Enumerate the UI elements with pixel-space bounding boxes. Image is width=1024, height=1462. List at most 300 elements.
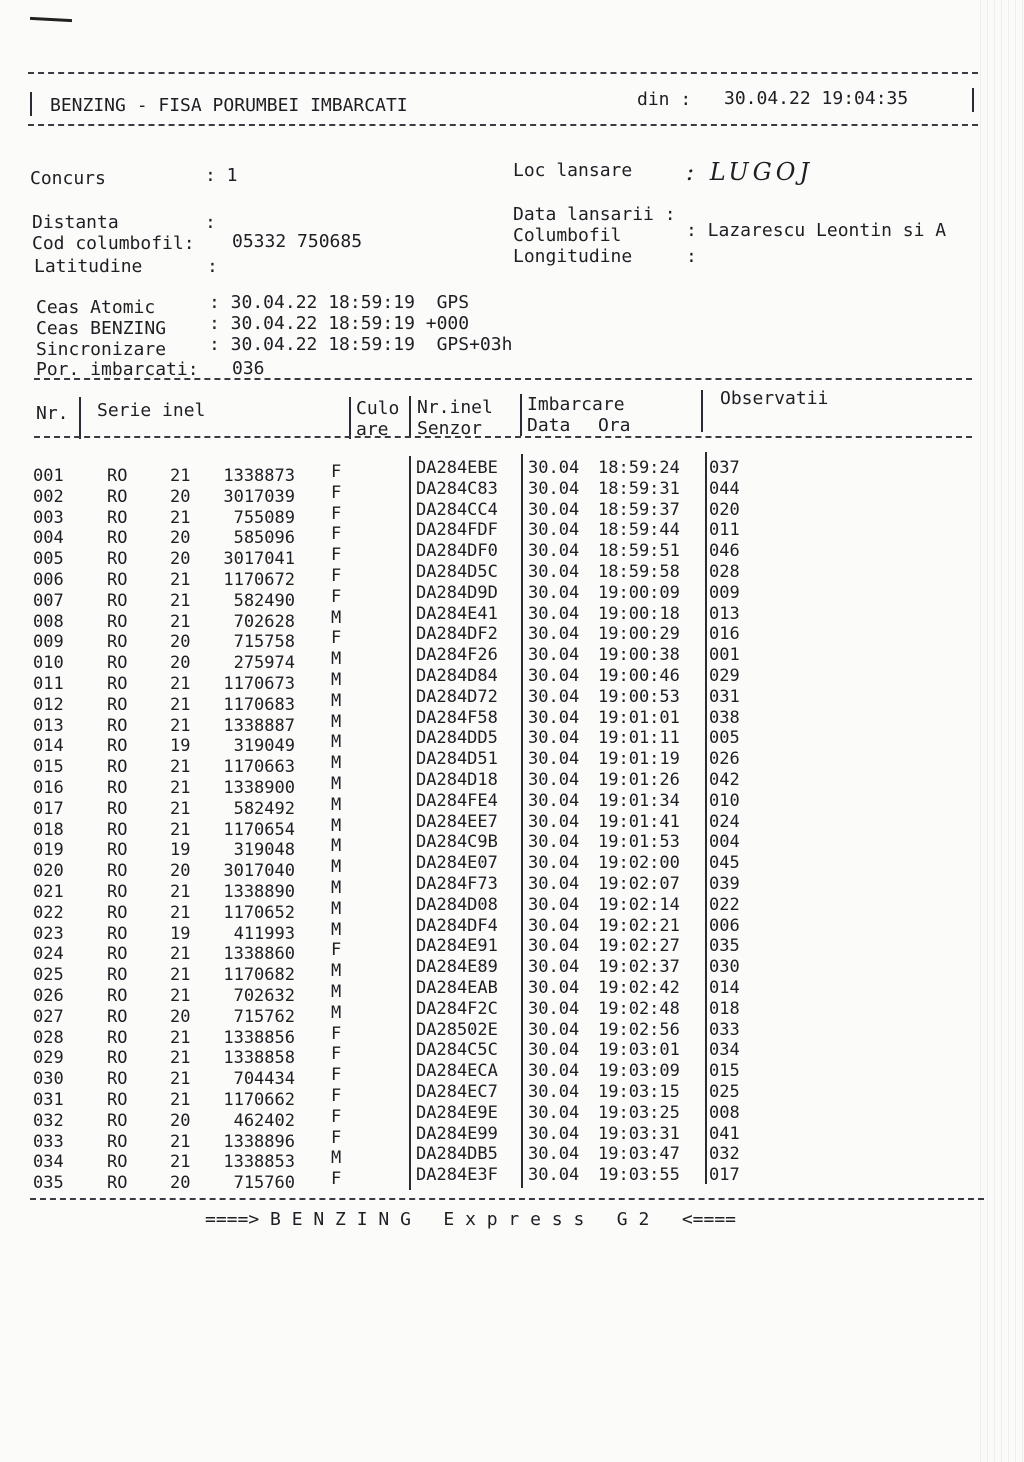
board-time: 18:59:51 [598, 541, 680, 562]
observation: 046 [709, 541, 740, 562]
sensor-id: DA284E91 [416, 936, 498, 957]
ring-country: RO [107, 902, 128, 923]
sex: M [331, 878, 342, 898]
board-date: 30.04 [528, 790, 580, 811]
sex: M [331, 1002, 342, 1023]
board-date: 30.04 [528, 1082, 580, 1102]
sensor-id: DA284E99 [416, 1123, 498, 1144]
sensor-id: DA284E41 [416, 603, 498, 624]
board-date: 30.04 [528, 957, 580, 978]
board-time: 19:02:56 [598, 1019, 680, 1040]
table-bottom-rule [30, 1198, 984, 1200]
sex: F [331, 1086, 342, 1106]
sensor-id: DA284D5C [416, 562, 498, 582]
porumbei-imbarcati-label: Por. imbarcati: [36, 359, 199, 380]
ring-number: 319049 [233, 736, 295, 757]
ring-country: RO [107, 1048, 128, 1069]
board-date: 30.04 [528, 874, 580, 894]
sex: F [331, 566, 342, 586]
sensor-id: DA284FE4 [416, 790, 498, 811]
board-time: 19:00:46 [598, 666, 680, 686]
col-header-nr-inel: Nr.inel [417, 397, 493, 418]
sensor-id: DA284EBE [416, 458, 498, 478]
sex: M [331, 836, 342, 857]
ring-year: 21 [170, 590, 191, 611]
ring-country: RO [107, 715, 128, 736]
observation: 031 [709, 686, 740, 707]
print-datetime: 30.04.22 19:04:35 [724, 88, 909, 109]
observation: 001 [709, 645, 740, 666]
ring-year: 21 [170, 1069, 191, 1090]
observation: 018 [709, 998, 740, 1019]
sex: M [331, 982, 342, 1002]
board-time: 19:03:09 [598, 1061, 680, 1082]
sensor-id: DA284D08 [416, 894, 498, 915]
ring-country: RO [107, 757, 128, 778]
board-time: 19:02:48 [598, 998, 680, 1019]
ring-country: RO [107, 819, 128, 840]
ring-country: RO [107, 653, 128, 674]
header-left-bar [30, 92, 32, 116]
board-time: 19:01:53 [598, 832, 680, 853]
col-header-ora: Ora [598, 415, 631, 436]
board-date: 30.04 [528, 894, 580, 915]
data-column-divider [521, 454, 523, 1188]
col-header-imbarcare: Imbarcare [527, 394, 625, 415]
longitudine-value: : [686, 246, 697, 267]
ring-year: 20 [170, 486, 191, 507]
sensor-id: DA284DF0 [416, 541, 498, 562]
columbofil-value: : Lazarescu Leontin si A [686, 220, 947, 241]
sex: M [331, 607, 342, 628]
sex: M [331, 753, 342, 774]
row-number: 032 [33, 1110, 64, 1131]
board-date: 30.04 [528, 1040, 580, 1061]
sex: M [331, 774, 342, 794]
row-number: 011 [33, 674, 64, 694]
ring-country: RO [107, 736, 128, 757]
cod-columbofil-label: Cod columbofil: [32, 233, 195, 254]
sensor-id: DA284F58 [416, 707, 498, 728]
ring-year: 20 [170, 653, 191, 674]
longitudine-label: Longitudine [513, 246, 633, 267]
col-header-nr: Nr. [36, 403, 69, 424]
ceas-atomic-label: Ceas Atomic [36, 297, 156, 318]
ring-country: RO [107, 923, 128, 944]
board-date: 30.04 [528, 1123, 580, 1144]
ring-year: 20 [170, 549, 191, 570]
sex: M [331, 898, 342, 919]
row-number: 016 [33, 778, 64, 798]
sensor-id: DA284F2C [416, 998, 498, 1019]
sensor-id: DA284CC4 [416, 499, 498, 520]
observation: 029 [709, 666, 740, 686]
sex: F [331, 1044, 342, 1065]
board-date: 30.04 [528, 1144, 580, 1165]
sex: F [331, 1169, 342, 1190]
ring-country: RO [107, 674, 128, 694]
sex: F [331, 940, 342, 961]
row-number: 009 [33, 632, 64, 653]
observation: 024 [709, 811, 740, 832]
board-time: 19:01:11 [598, 728, 680, 749]
sex: M [331, 649, 342, 670]
observation: 032 [709, 1144, 740, 1165]
ring-number: 1170654 [223, 819, 295, 840]
loc-lansare-label: Loc lansare [513, 160, 633, 181]
observation: 041 [709, 1123, 740, 1144]
row-number: 034 [33, 1152, 64, 1173]
ring-country: RO [107, 507, 128, 528]
board-time: 19:02:14 [598, 894, 680, 915]
row-number: 017 [33, 798, 64, 819]
observation: 005 [709, 728, 740, 749]
row-number: 001 [33, 466, 64, 486]
ring-country: RO [107, 1006, 128, 1027]
row-number: 028 [33, 1027, 64, 1048]
latitudine-value: : [207, 256, 218, 277]
observation: 025 [709, 1082, 740, 1102]
sex: F [331, 482, 342, 503]
ring-year: 21 [170, 570, 191, 590]
ring-number: 582490 [233, 590, 295, 611]
sex: M [331, 732, 342, 753]
board-date: 30.04 [528, 770, 580, 790]
row-number: 004 [33, 528, 64, 549]
observation: 008 [709, 1102, 740, 1123]
board-date: 30.04 [528, 978, 580, 998]
sensor-id: DA284F26 [416, 645, 498, 666]
sensor-id: DA284DF2 [416, 624, 498, 645]
distanta-value: : [205, 212, 216, 233]
observation: 011 [709, 520, 740, 541]
header-divider-5 [701, 390, 703, 432]
sex: M [331, 1148, 342, 1169]
board-date: 30.04 [528, 728, 580, 749]
sincronizare-label: Sincronizare [36, 339, 167, 360]
board-time: 19:01:26 [598, 770, 680, 790]
ring-country: RO [107, 1173, 128, 1194]
ring-country: RO [107, 861, 128, 882]
ring-year: 21 [170, 1027, 191, 1048]
ring-year: 21 [170, 778, 191, 798]
ring-year: 21 [170, 1131, 191, 1152]
ring-number: 1338890 [223, 882, 295, 902]
observation: 026 [709, 749, 740, 770]
senzor-column-divider [409, 456, 411, 1190]
ring-year: 21 [170, 1048, 191, 1069]
sincronizare-value: : 30.04.22 18:59:19 GPS+03h [209, 334, 513, 355]
board-time: 19:00:18 [598, 603, 680, 624]
sensor-id: DA284DD5 [416, 728, 498, 749]
observation: 022 [709, 894, 740, 915]
observation: 030 [709, 957, 740, 978]
ring-number: 1338858 [223, 1048, 295, 1069]
row-number: 008 [33, 611, 64, 632]
ring-year: 20 [170, 632, 191, 653]
board-time: 19:02:07 [598, 874, 680, 894]
ring-year: 21 [170, 611, 191, 632]
row-number: 007 [33, 590, 64, 611]
din-label: din : [637, 89, 692, 110]
ring-year: 19 [170, 923, 191, 944]
board-date: 30.04 [528, 603, 580, 624]
ring-number: 582492 [233, 798, 295, 819]
ring-number: 585096 [233, 528, 295, 549]
sensor-id: DA284E07 [416, 853, 498, 874]
ring-year: 21 [170, 986, 191, 1006]
observation: 014 [709, 978, 740, 998]
ring-number: 1338900 [223, 778, 295, 798]
ring-country: RO [107, 798, 128, 819]
col-header-senzor: Senzor [417, 418, 483, 439]
ring-number: 1170663 [223, 757, 295, 778]
ring-number: 3017040 [223, 861, 295, 882]
ring-country: RO [107, 632, 128, 653]
latitudine-label: Latitudine [34, 256, 143, 277]
sex: F [331, 1023, 342, 1044]
footer-banner: ====> B E N Z I N G E x p r e s s G 2 <==== [205, 1209, 737, 1230]
ring-country: RO [107, 1110, 128, 1131]
sex: F [331, 586, 342, 607]
observation: 006 [709, 915, 740, 936]
ring-number: 702632 [233, 986, 295, 1006]
ring-number: 275974 [233, 653, 295, 674]
observation: 028 [709, 562, 740, 582]
board-date: 30.04 [528, 1102, 580, 1123]
ring-country: RO [107, 986, 128, 1006]
board-date: 30.04 [528, 541, 580, 562]
board-date: 30.04 [528, 666, 580, 686]
row-number: 006 [33, 570, 64, 590]
ring-number: 1170652 [223, 902, 295, 923]
sex: M [331, 794, 342, 815]
board-date: 30.04 [528, 936, 580, 957]
row-number: 035 [33, 1173, 64, 1194]
row-number: 021 [33, 882, 64, 902]
board-date: 30.04 [528, 1165, 580, 1186]
sex: M [331, 815, 342, 836]
col-header-culo: Culo [356, 398, 400, 419]
board-date: 30.04 [528, 645, 580, 666]
ring-number: 702628 [233, 611, 295, 632]
header-top-rule [28, 72, 978, 74]
ring-country: RO [107, 694, 128, 715]
header-divider-1 [79, 397, 81, 439]
sensor-id: DA284E89 [416, 957, 498, 978]
ring-year: 20 [170, 1173, 191, 1194]
header-divider-3 [409, 396, 411, 438]
board-date: 30.04 [528, 1019, 580, 1040]
row-number: 023 [33, 923, 64, 944]
board-time: 19:03:55 [598, 1165, 680, 1186]
ring-year: 19 [170, 840, 191, 861]
porumbei-imbarcati-count: 036 [232, 358, 265, 379]
sex: M [331, 670, 342, 690]
paper-edge-shadow [974, 0, 1024, 1462]
ring-number: 462402 [233, 1110, 295, 1131]
col-header-serie-inel: Serie inel [97, 400, 206, 421]
header-right-bar [972, 88, 974, 112]
sensor-id: DA284D18 [416, 770, 498, 790]
row-number: 013 [33, 715, 64, 736]
sensor-id: DA284D84 [416, 666, 498, 686]
ring-number: 319048 [233, 840, 295, 861]
board-time: 18:59:31 [598, 478, 680, 499]
ring-number: 1338860 [223, 944, 295, 965]
observation: 017 [709, 1165, 740, 1186]
board-time: 19:00:29 [598, 624, 680, 645]
data-lansarii-label: Data lansarii : [513, 204, 676, 225]
sensor-id: DA284E3F [416, 1165, 498, 1186]
ring-year: 21 [170, 902, 191, 923]
sensor-id: DA284DF4 [416, 915, 498, 936]
ring-number: 3017039 [223, 486, 295, 507]
sensor-id: DA284F73 [416, 874, 498, 894]
board-time: 19:02:21 [598, 915, 680, 936]
board-time: 19:03:25 [598, 1102, 680, 1123]
ring-number: 755089 [233, 507, 295, 528]
observation: 015 [709, 1061, 740, 1082]
sex: M [331, 961, 342, 982]
concurs-value: : 1 [205, 165, 238, 186]
ring-country: RO [107, 840, 128, 861]
table-top-rule [34, 378, 972, 380]
sensor-id: DA28502E [416, 1019, 498, 1040]
observation: 035 [709, 936, 740, 957]
board-date: 30.04 [528, 458, 580, 478]
ring-country: RO [107, 1027, 128, 1048]
sex: F [331, 1127, 342, 1148]
ring-country: RO [107, 486, 128, 507]
ring-country: RO [107, 570, 128, 590]
ring-country: RO [107, 549, 128, 570]
ring-number: 3017041 [223, 549, 295, 570]
sensor-id: DA284C83 [416, 478, 498, 499]
ceas-benzing-label: Ceas BENZING [36, 318, 167, 339]
board-time: 18:59:44 [598, 520, 680, 541]
board-date: 30.04 [528, 686, 580, 707]
board-time: 18:59:24 [598, 458, 680, 478]
cod-columbofil-value: 05332 750685 [232, 231, 363, 252]
ring-year: 21 [170, 715, 191, 736]
row-number: 019 [33, 840, 64, 861]
observation: 033 [709, 1019, 740, 1040]
ring-year: 21 [170, 757, 191, 778]
sex: M [331, 857, 342, 878]
observation: 038 [709, 707, 740, 728]
sensor-id: DA284EC7 [416, 1082, 498, 1102]
board-date: 30.04 [528, 915, 580, 936]
loc-lansare-handwritten: : LUGOJ [686, 158, 814, 186]
board-time: 19:00:53 [598, 686, 680, 707]
ring-country: RO [107, 1090, 128, 1110]
sex: F [331, 524, 342, 545]
row-number: 020 [33, 861, 64, 882]
row-number: 022 [33, 902, 64, 923]
sensor-id: DA284D72 [416, 686, 498, 707]
col-header-observatii: Observatii [720, 388, 829, 409]
ceas-atomic-value: : 30.04.22 18:59:19 GPS [209, 292, 470, 313]
board-date: 30.04 [528, 832, 580, 853]
sensor-id: DA284EAB [416, 978, 498, 998]
board-time: 19:01:41 [598, 811, 680, 832]
ring-year: 21 [170, 466, 191, 486]
board-time: 19:02:37 [598, 957, 680, 978]
board-date: 30.04 [528, 499, 580, 520]
observation: 004 [709, 832, 740, 853]
ring-country: RO [107, 965, 128, 986]
ring-number: 411993 [233, 923, 295, 944]
sensor-id: DA284ECA [416, 1061, 498, 1082]
ring-year: 21 [170, 674, 191, 694]
header-divider-2 [349, 397, 351, 439]
board-time: 19:03:01 [598, 1040, 680, 1061]
observation: 020 [709, 499, 740, 520]
sensor-id: DA284C5C [416, 1040, 498, 1061]
board-date: 30.04 [528, 478, 580, 499]
ring-country: RO [107, 590, 128, 611]
row-number: 033 [33, 1131, 64, 1152]
ring-number: 1338856 [223, 1027, 295, 1048]
document-title: BENZING - FISA PORUMBEI IMBARCATI [50, 95, 408, 116]
board-time: 19:01:01 [598, 707, 680, 728]
row-number: 014 [33, 736, 64, 757]
ring-year: 21 [170, 798, 191, 819]
sex: M [331, 690, 342, 711]
ring-year: 21 [170, 819, 191, 840]
board-time: 19:00:09 [598, 582, 680, 603]
sex: M [331, 919, 342, 940]
board-time: 19:03:47 [598, 1144, 680, 1165]
ring-number: 715758 [233, 632, 295, 653]
sex: F [331, 462, 342, 482]
observation: 009 [709, 582, 740, 603]
board-time: 19:02:27 [598, 936, 680, 957]
board-time: 19:03:31 [598, 1123, 680, 1144]
header-bottom-rule [28, 124, 978, 126]
header-divider-4 [520, 394, 522, 436]
observation: 037 [709, 458, 740, 478]
row-number: 012 [33, 694, 64, 715]
ring-country: RO [107, 1131, 128, 1152]
board-time: 19:02:42 [598, 978, 680, 998]
row-number: 025 [33, 965, 64, 986]
board-date: 30.04 [528, 1061, 580, 1082]
row-number: 024 [33, 944, 64, 965]
sensor-id: DA284E9E [416, 1102, 498, 1123]
ring-year: 20 [170, 1110, 191, 1131]
ring-year: 21 [170, 507, 191, 528]
sex: F [331, 545, 342, 566]
ring-year: 21 [170, 944, 191, 965]
ring-year: 20 [170, 1006, 191, 1027]
sensor-id: DA284C9B [416, 832, 498, 853]
ring-year: 21 [170, 694, 191, 715]
ring-number: 715760 [233, 1173, 295, 1194]
col-header-data: Data [527, 415, 571, 436]
observation: 039 [709, 874, 740, 894]
ring-country: RO [107, 1069, 128, 1090]
ring-number: 1170682 [223, 965, 295, 986]
ring-country: RO [107, 1152, 128, 1173]
sex: M [331, 711, 342, 732]
ring-number: 1170673 [223, 674, 295, 694]
observation: 016 [709, 624, 740, 645]
ring-year: 21 [170, 882, 191, 902]
ring-year: 21 [170, 1090, 191, 1110]
table-header-rule [34, 436, 972, 438]
